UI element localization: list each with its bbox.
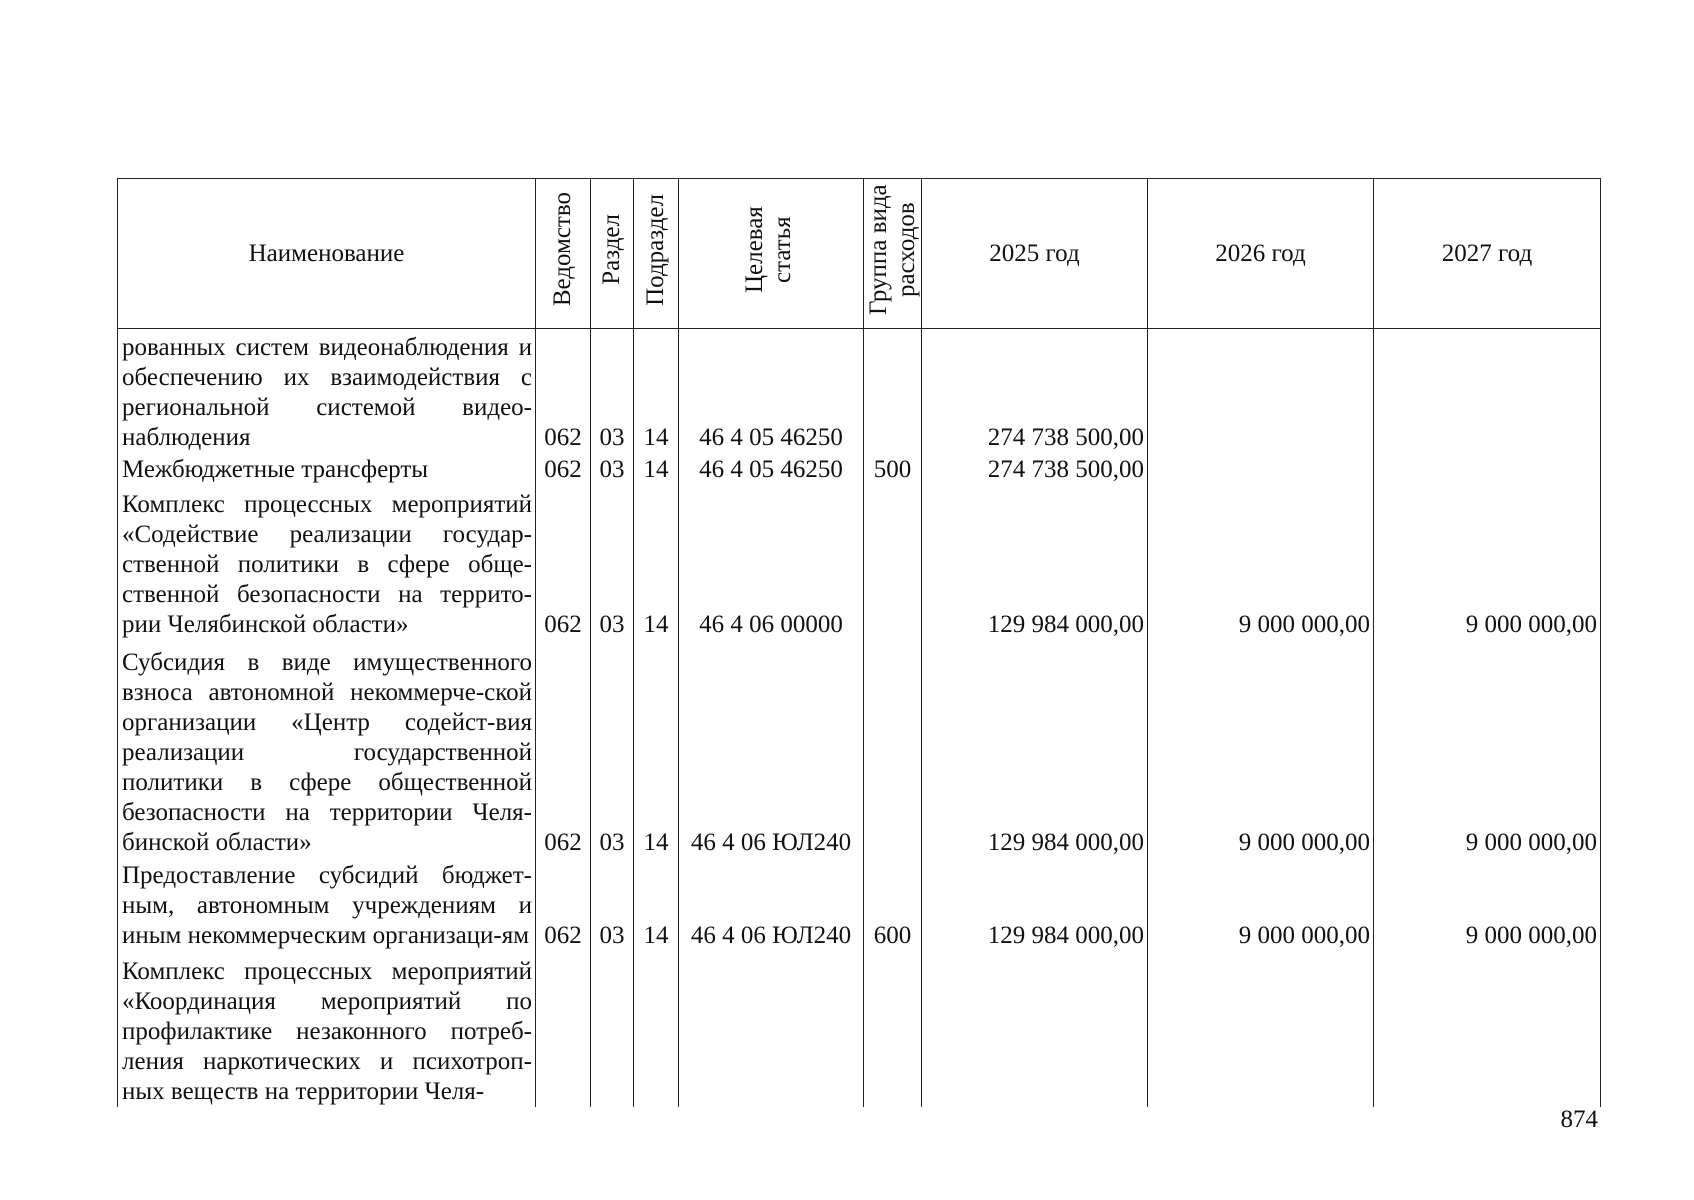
row-name: Предоставление субсидий бюджет-ным, автономным учреждениям и иным некоммерческим организаци-ям — [118, 858, 536, 951]
table-row — [118, 485, 1601, 641]
row-section: 03 — [591, 640, 634, 858]
row-dept: 062 — [536, 329, 591, 454]
table-row — [118, 329, 1601, 454]
table-row — [118, 640, 1601, 858]
row-2025: 129 984 000,00 — [922, 485, 1148, 641]
row-group: 500 — [864, 453, 922, 484]
row-dept: 062 — [536, 858, 591, 951]
row-2027: 9 000 000,00 — [1374, 640, 1601, 858]
row-2027: 9 000 000,00 — [1374, 858, 1601, 951]
row-subsection: 14 — [634, 485, 679, 641]
row-group — [864, 329, 922, 454]
row-2026 — [1148, 951, 1374, 1107]
row-group — [864, 640, 922, 858]
row-subsection: 14 — [634, 640, 679, 858]
table-row — [118, 453, 1601, 484]
header-2025: 2025 год — [922, 179, 1148, 329]
row-2025: 129 984 000,00 — [922, 858, 1148, 951]
row-dept: 062 — [536, 453, 591, 484]
row-2025: 274 738 500,00 — [922, 329, 1148, 454]
row-subsection — [634, 951, 679, 1107]
page-number: 874 — [1560, 1106, 1598, 1133]
row-group — [864, 951, 922, 1107]
header-2027: 2027 год — [1374, 179, 1601, 329]
row-section: 03 — [591, 453, 634, 484]
row-2025: 274 738 500,00 — [922, 453, 1148, 484]
header-dept: Ведомство — [536, 179, 591, 329]
header-name: Наименование — [118, 179, 536, 329]
row-target: 46 4 06 ЮЛ240 — [679, 640, 864, 858]
row-target: 46 4 05 46250 — [679, 453, 864, 484]
row-subsection: 14 — [634, 329, 679, 454]
row-section: 03 — [591, 329, 634, 454]
row-dept: 062 — [536, 640, 591, 858]
row-name: Комплекс процессных мероприятий «Координация мероприятий по профилактике незаконного потреб-ления наркотических и психотроп-ных веществ на территории Челя- — [118, 951, 536, 1107]
row-name: рованных систем видеонаблюдения и обеспечению их взаимодействия с региональной системой видео-наблюдения — [118, 329, 536, 454]
table-row — [118, 858, 1601, 951]
row-dept — [536, 951, 591, 1107]
header-group: Группа вида расходов — [864, 179, 922, 329]
row-2027 — [1374, 453, 1601, 484]
header-2026: 2026 год — [1148, 179, 1374, 329]
row-subsection: 14 — [634, 858, 679, 951]
row-2026: 9 000 000,00 — [1148, 485, 1374, 641]
row-2025 — [922, 951, 1148, 1107]
row-2026: 9 000 000,00 — [1148, 858, 1374, 951]
row-name: Комплекс процессных мероприятий «Содействие реализации государ-ственной политики в сфере обще-ственной безопасности на террито-рии Челябинской области» — [118, 485, 536, 641]
header-subsection: Подраздел — [634, 179, 679, 329]
row-section — [591, 951, 634, 1107]
row-2027: 9 000 000,00 — [1374, 485, 1601, 641]
row-target — [679, 951, 864, 1107]
row-section: 03 — [591, 485, 634, 641]
row-name: Межбюджетные трансферты — [118, 453, 536, 484]
row-2026: 9 000 000,00 — [1148, 640, 1374, 858]
row-target: 46 4 05 46250 — [679, 329, 864, 454]
row-2026 — [1148, 329, 1374, 454]
budget-table — [117, 178, 1601, 1107]
row-2027 — [1374, 329, 1601, 454]
table-row — [118, 951, 1601, 1107]
row-name: Субсидия в виде имущественного взноса автономной некоммерче-ской организации «Центр содейст-вия реализации государственной политики в сфере общественной безопасности на территории Челя-бинской области» — [118, 640, 536, 858]
row-2025: 129 984 000,00 — [922, 640, 1148, 858]
row-target: 46 4 06 ЮЛ240 — [679, 858, 864, 951]
row-group — [864, 485, 922, 641]
table-header-row — [118, 179, 1601, 329]
row-target: 46 4 06 00000 — [679, 485, 864, 641]
row-2027 — [1374, 951, 1601, 1107]
row-group: 600 — [864, 858, 922, 951]
row-2026 — [1148, 453, 1374, 484]
row-dept: 062 — [536, 485, 591, 641]
row-section: 03 — [591, 858, 634, 951]
row-subsection: 14 — [634, 453, 679, 484]
header-target: Целевая статья — [679, 179, 864, 329]
header-section: Раздел — [591, 179, 634, 329]
